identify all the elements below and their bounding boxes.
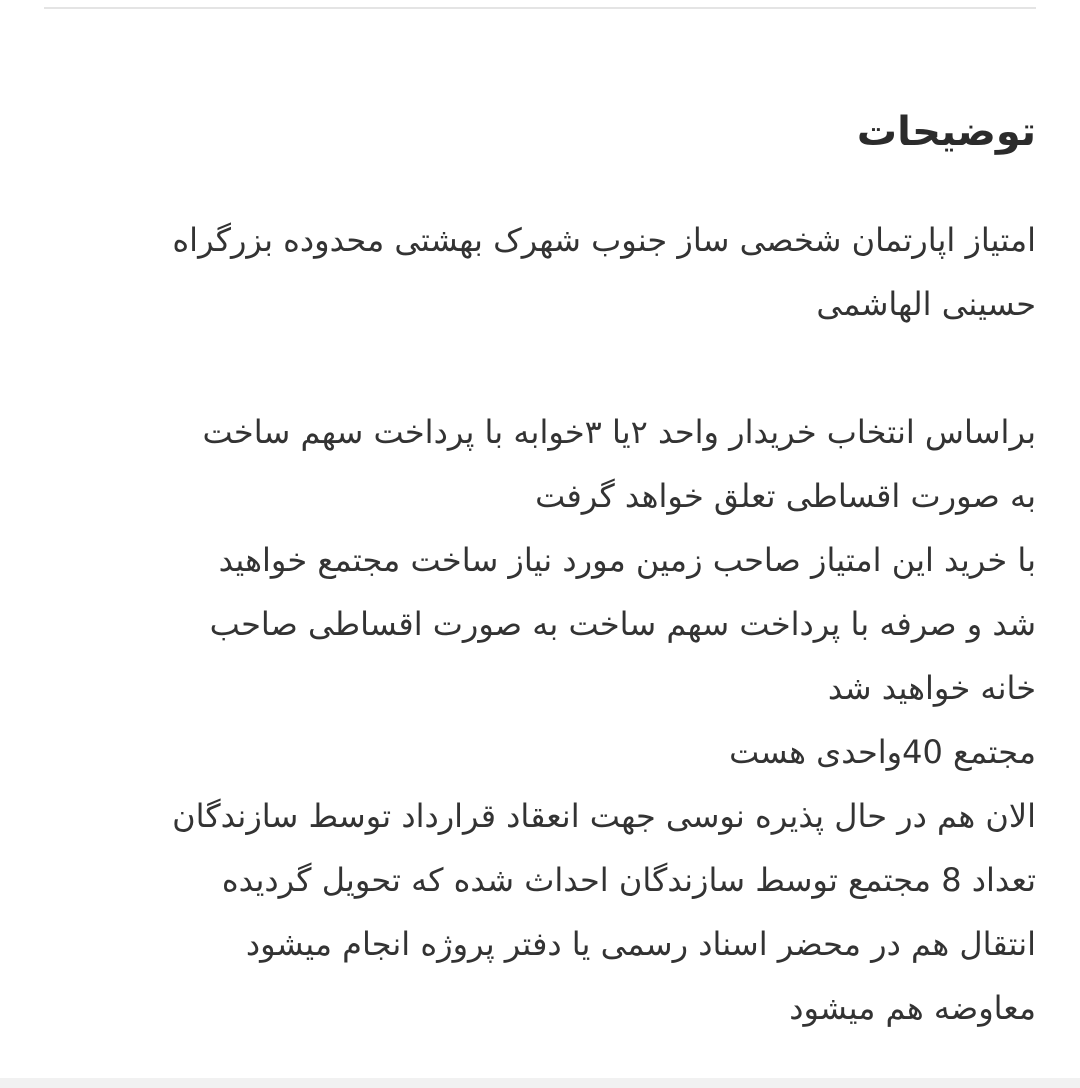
description-line: شد و صرفه با پرداخت سهم ساخت به صورت اقساطی صاحب (209, 605, 1036, 643)
bottom-bar (0, 1078, 1080, 1088)
description-line: با خرید این امتیاز صاحب زمین مورد نیاز ساخت مجتمع خواهید (218, 541, 1036, 579)
description-line: حسینی الهاشمی (816, 285, 1036, 323)
description-line: براساس انتخاب خریدار واحد ۲یا ۳خوابه با پرداخت سهم ساخت (202, 413, 1036, 451)
description-line: به صورت اقساطی تعلق خواهد گرفت (535, 477, 1036, 515)
description-text (36, 208, 1036, 1040)
description-line: امتیاز اپارتمان شخصی ساز جنوب شهرک بهشتی محدوده بزرگراه (172, 221, 1036, 259)
description-line: تعداد 8 مجتمع توسط سازندگان احداث شده که تحویل گردیده (221, 861, 1036, 899)
top-divider (44, 7, 1036, 9)
description-section (36, 100, 1036, 1040)
description-blank-line (36, 336, 1036, 400)
description-line: مجتمع 40واحدی هست (729, 733, 1036, 771)
description-line: معاوضه هم میشود (789, 989, 1036, 1027)
description-line: الان هم در حال پذیره نوسی جهت انعقاد قرارداد توسط سازندگان (172, 797, 1036, 835)
section-title: توضیحات (856, 109, 1036, 155)
description-line: انتقال هم در محضر اسناد رسمی یا دفتر پروژه انجام میشود (245, 925, 1036, 963)
description-line: خانه خواهید شد (827, 669, 1036, 707)
